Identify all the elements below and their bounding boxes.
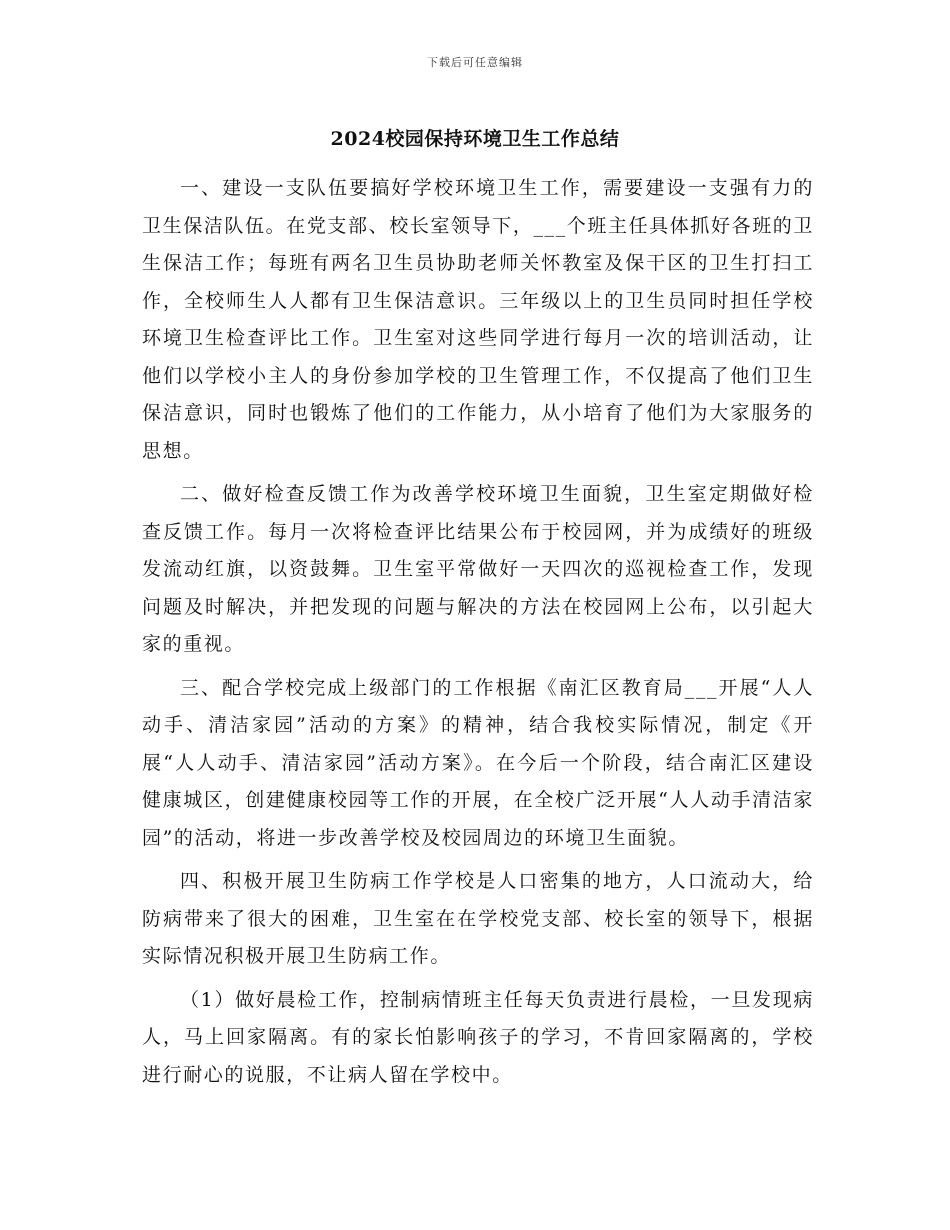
paragraph-section-3: 三、配合学校完成上级部门的工作根据《南汇区教育局___开展“人人动手、清洁家园”活动的方案》的精神，结合我校实际情况，制定《开展“人人动手、清洁家园”活动方案》。在今后一个阶段，结合南汇区建设健康城区，创建健康校园等工作的开展，在全校广泛开展“人人动手清洁家园”的活动，将进一步改善学校及校园周边的环境卫生面貌。 [142, 676, 814, 849]
document-body [142, 170, 814, 1100]
header-note: 下载后可任意编辑 [427, 56, 523, 69]
paragraph-section-4: 四、积极开展卫生防病工作学校是人口密集的地方，人口流动大，给防病带来了很大的困难，卫生室在在学校党支部、校长室的领导下，根据实际情况积极开展卫生防病工作。 [142, 870, 814, 967]
paragraph-item-1: （1）做好晨检工作，控制病情班主任每天负责进行晨检，一旦发现病人，马上回家隔离。有的家长怕影响孩子的学习，不肯回家隔离的，学校进行耐心的说服，不让病人留在学校中。 [142, 988, 814, 1086]
paragraph-section-1: 一、建设一支队伍要搞好学校环境卫生工作，需要建设一支强有力的卫生保洁队伍。在党支部、校长室领导下，___个班主任具体抓好各班的卫生保洁工作；每班有两名卫生员协助老师关怀教室及保干区的卫生打扫工作，全校师生人人都有卫生保洁意识。三年级以上的卫生员同时担任学校环境卫生检查评比工作。卫生室对这些同学进行每月一次的培训活动，让他们以学校小主人的身份参加学校的卫生管理工作，不仅提高了他们卫生保洁意识，同时也锻炼了他们的工作能力，从小培育了他们为大家服务的思想。 [142, 177, 814, 462]
paragraph-section-2: 二、做好检查反馈工作为改善学校环境卫生面貌，卫生室定期做好检查反馈工作。每月一次将检查评比结果公布于校园网，并为成绩好的班级发流动红旗，以资鼓舞。卫生室平常做好一天四次的巡视检查工作，发现问题及时解决，并把发现的问题与解决的方法在校园网上公布，以引起大家的重视。 [142, 483, 814, 655]
document-title: 2024校园保持环境卫生工作总结 [330, 128, 620, 150]
